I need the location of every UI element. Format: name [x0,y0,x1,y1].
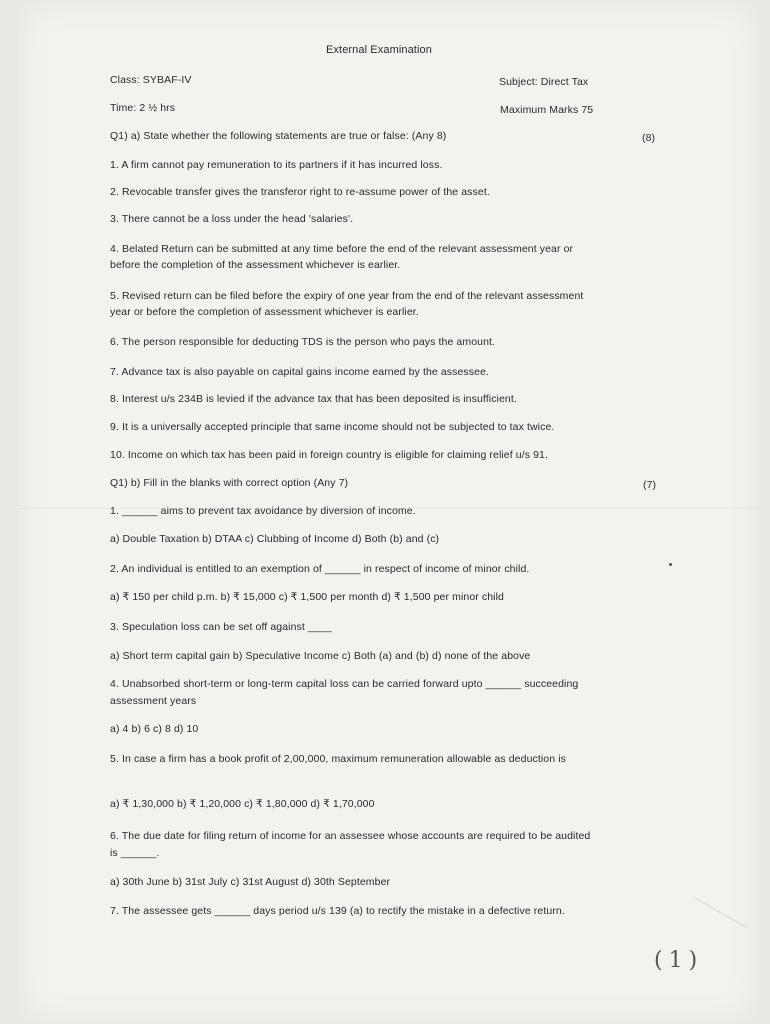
q1a-item-10: 10. Income on which tax has been paid in foreign country is eligible for claiming relief u/s 91. [110,449,549,461]
stray-ink-dot [669,563,672,566]
q1b-line-12: a) 30th June b) 31st July c) 31st August d) 30th September [110,876,391,888]
q1a-item-2: 2. Revocable transfer gives the transferor right to re-assume power of the asset. [110,186,490,198]
q1b-line-7: 4. Unabsorbed short-term or long-term capital loss can be carried forward upto ______ succeeding [110,678,579,690]
exam-title: External Examination [326,44,432,56]
q1b-line-11-cont: is ______. [110,847,160,859]
q1a-item-4: 4. Belated Return can be submitted at any time before the end of the relevant assessment year or [110,243,574,255]
q1b-line-7-cont: assessment years [110,695,197,707]
q1a-item-7: 7. Advance tax is also payable on capital gains income earned by the assessee. [110,366,490,378]
q1b-marks: (7) [643,479,657,491]
q1b-heading: Q1) b) Fill in the blanks with correct option (Any 7) [110,477,349,489]
q1b-line-6: a) Short term capital gain b) Speculative Income c) Both (a) and (b) d) none of the above [110,650,531,662]
q1a-item-3: 3. There cannot be a loss under the head 'salaries'. [110,213,354,225]
q1a-marks: (8) [642,132,656,144]
q1b-line-9: 5. In case a firm has a book profit of 2,00,000, maximum remuneration allowable as deduction is [110,753,566,765]
q1a-item-8: 8. Interest u/s 234B is levied if the advance tax that has been deposited is insufficient. [110,393,517,405]
q1a-item-9: 9. It is a universally accepted principle that same income should not be subjected to tax twice. [110,421,555,433]
q1a-item-5-cont: year or before the completion of assessment whichever is earlier. [110,306,419,318]
q1b-line-11: 6. The due date for filing return of income for an assessee whose accounts are required to be audited [110,830,591,842]
subject-label: Subject: Direct Tax [499,76,589,88]
q1a-item-5: 5. Revised return can be filed before the expiry of one year from the end of the relevant assessment [110,290,584,302]
q1a-heading: Q1) a) State whether the following statements are true or false: (Any 8) [110,130,447,142]
q1b-line-3: 2. An individual is entitled to an exemption of ______ in respect of income of minor child. [110,563,530,575]
max-marks-label: Maximum Marks 75 [500,104,594,116]
q1a-item-4-cont: before the completion of the assessment whichever is earlier. [110,259,401,271]
q1b-line-13: 7. The assessee gets ______ days period u/s 139 (a) to rectify the mistake in a defective return. [110,905,565,917]
q1a-item-1: 1. A firm cannot pay remuneration to its partners if it has incurred loss. [110,159,443,171]
class-label: Class: SYBAF-IV [110,74,192,86]
paper-crease [679,897,746,954]
q1b-line-8: a) 4 b) 6 c) 8 d) 10 [110,723,199,735]
q1b-line-2: a) Double Taxation b) DTAA c) Clubbing of Income d) Both (b) and (c) [110,533,440,545]
page-number: (1) [654,948,704,973]
q1b-line-1: 1. ______ aims to prevent tax avoidance by diversion of income. [110,505,416,517]
q1b-line-10: a) ₹ 1,30,000 b) ₹ 1,20,000 c) ₹ 1,80,000 d) ₹ 1,70,000 [110,798,375,810]
time-label: Time: 2 ½ hrs [110,102,176,114]
q1a-item-6: 6. The person responsible for deducting TDS is the person who pays the amount. [110,336,496,348]
q1b-line-4: a) ₹ 150 per child p.m. b) ₹ 15,000 c) ₹ 1,500 per month d) ₹ 1,500 per minor child [110,591,504,603]
q1b-line-5: 3. Speculation loss can be set off against ____ [110,621,332,633]
exam-paper [18,0,760,1024]
